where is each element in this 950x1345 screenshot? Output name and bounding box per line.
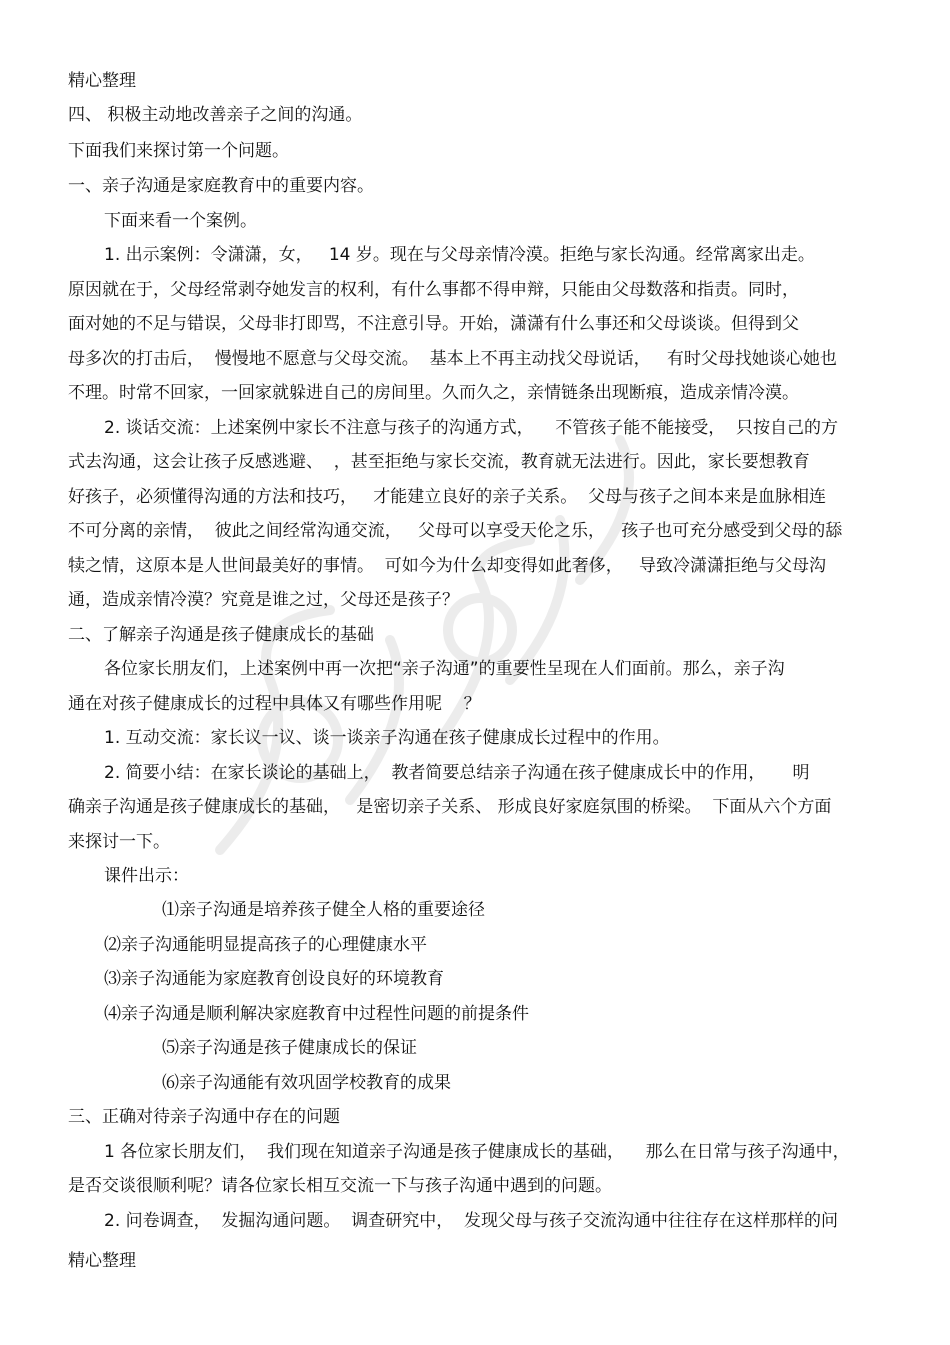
- paragraph-line: 面对她的不足与错误，父母非打即骂，不注意引导。开始，潇潇有什么事还和父母谈谈。但得到父: [68, 314, 799, 334]
- paragraph-line: 下面我们来探讨第一个问题。: [68, 141, 289, 161]
- paragraph-line: 式去沟通，这会让孩子反感逃避、 ，甚至拒绝与家长交流，教育就无法进行。因此，家长要想教育: [68, 452, 810, 472]
- paragraph-line: 来探讨一下。: [68, 832, 170, 852]
- paragraph-line: 2. 问卷调查， 发掘沟通问题。 调查研究中， 发现父母与孩子交流沟通中往往存在这样那样的问: [104, 1211, 839, 1231]
- list-item: ⑸亲子沟通是孩子健康成长的保证: [162, 1038, 417, 1058]
- section-heading: 二、了解亲子沟通是孩子健康成长的基础: [68, 625, 374, 645]
- section-heading: 四、 积极主动地改善亲子之间的沟通。: [68, 105, 363, 125]
- paragraph-line: 是否交谈很顺利呢？请各位家长相互交流一下与孩子沟通中遇到的问题。: [68, 1176, 612, 1196]
- page-footer: 精心整理: [68, 1251, 136, 1271]
- paragraph-line: 通在对孩子健康成长的过程中具体又有哪些作用呢 ？: [68, 694, 481, 714]
- paragraph-line: 原因就在于，父母经常剥夺她发言的权利，有什么事都不得申辩，只能由父母数落和指责。同时，: [68, 280, 799, 300]
- paragraph-line: 1. 出示案例：令潇潇，女， 14 岁。现在与父母亲情冷漠。拒绝与家长沟通。经常离家出走。: [104, 245, 815, 265]
- paragraph-line: 1. 互动交流：家长议一议、谈一谈亲子沟通在孩子健康成长过程中的作用。: [104, 728, 670, 748]
- section-heading: 一、亲子沟通是家庭教育中的重要内容。: [68, 176, 374, 196]
- paragraph-line: 通，造成亲情冷漠？究竟是谁之过，父母还是孩子？: [68, 590, 459, 610]
- paragraph-line: 母多次的打击后， 慢慢地不愿意与父母交流。 基本上不再主动找父母说话， 有时父母找她谈心她也: [68, 349, 837, 369]
- page-header: 精心整理: [68, 71, 136, 91]
- section-heading: 三、正确对待亲子沟通中存在的问题: [68, 1107, 340, 1127]
- list-item: ⑴亲子沟通是培养孩子健全人格的重要途径: [162, 900, 485, 920]
- paragraph-line: 1 各位家长朋友们， 我们现在知道亲子沟通是孩子健康成长的基础， 那么在日常与孩子沟通中，: [104, 1142, 850, 1162]
- paragraph-line: 好孩子，必须懂得沟通的方法和技巧， 才能建立良好的亲子关系。 父母与孩子之间本来是血脉相连: [68, 487, 827, 507]
- paragraph-line: 各位家长朋友们，上述案例中再一次把“亲子沟通”的重要性呈现在人们面前。那么，亲子沟: [104, 659, 785, 679]
- paragraph-line: 课件出示：: [104, 866, 189, 886]
- list-item: ⑵亲子沟通能明显提高孩子的心理健康水平: [104, 935, 427, 955]
- paragraph-line: 确亲子沟通是孩子健康成长的基础， 是密切亲子关系、 形成良好家庭氛围的桥梁。 下面从六个方面: [68, 797, 832, 817]
- paragraph-line: 2. 简要小结：在家长谈论的基础上， 教者简要总结亲子沟通在孩子健康成长中的作用， 明: [104, 763, 810, 783]
- paragraph-line: 不可分离的亲情， 彼此之间经常沟通交流， 父母可以享受天伦之乐， 孩子也可充分感受到父母的舔: [68, 521, 843, 541]
- paragraph-line: 不理。时常不回家，一回家就躲进自己的房间里。久而久之，亲情链条出现断痕，造成亲情冷漠。: [68, 383, 799, 403]
- list-item: ⑶亲子沟通能为家庭教育创设良好的环境教育: [104, 969, 444, 989]
- paragraph-line: 2. 谈话交流：上述案例中家长不注意与孩子的沟通方式， 不管孩子能不能接受， 只按自己的方: [104, 418, 839, 438]
- list-item: ⑹亲子沟通能有效巩固学校教育的成果: [162, 1073, 451, 1093]
- paragraph-line: 犊之情，这原本是人世间最美好的事情。 可如今为什么却变得如此奢侈， 导致冷潇潇拒绝与父母沟: [68, 556, 827, 576]
- list-item: ⑷亲子沟通是顺利解决家庭教育中过程性问题的前提条件: [104, 1004, 529, 1024]
- paragraph-line: 下面来看一个案例。: [104, 211, 257, 231]
